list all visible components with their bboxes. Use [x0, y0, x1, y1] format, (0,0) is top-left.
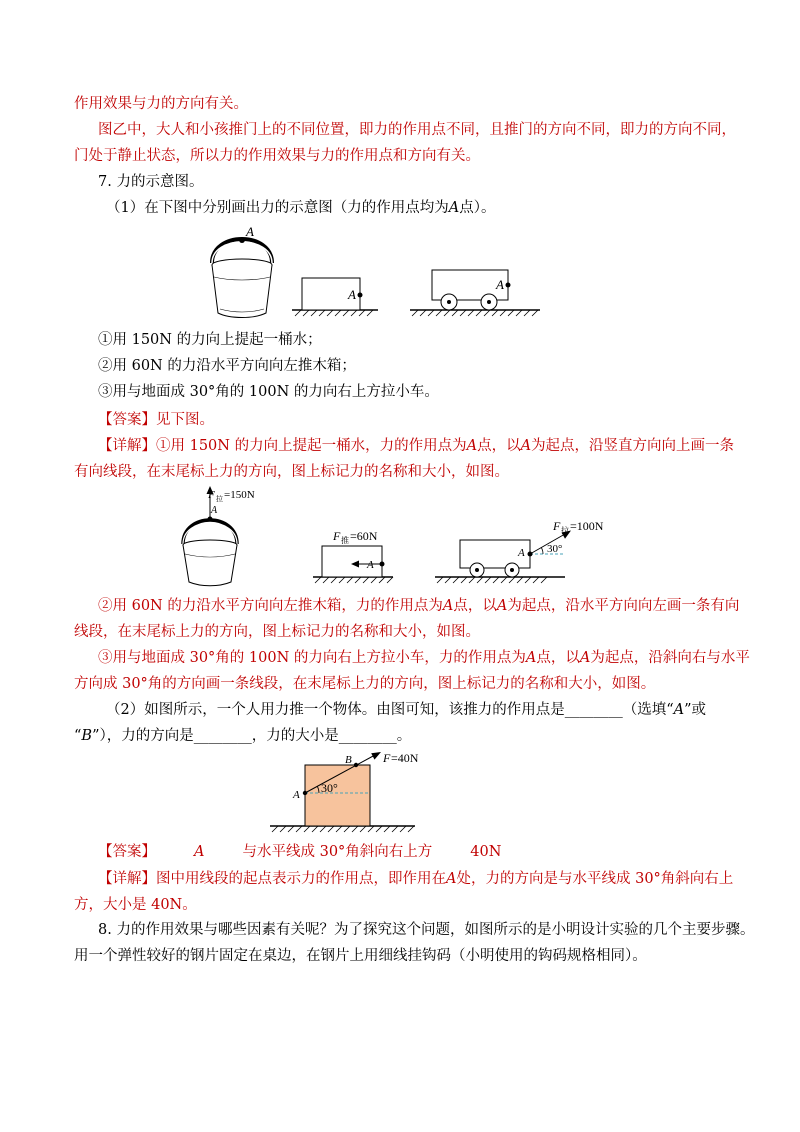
answer-text-line: 门处于静止状态，所以力的作用效果与力的作用点和方向有关。: [74, 148, 480, 164]
svg-text:A: A: [348, 287, 356, 302]
svg-text:A: A: [496, 277, 504, 292]
svg-text:=40N: =40N: [391, 751, 419, 765]
detail-line: 有向线段，在末尾标上力的方向，图上标记力的名称和大小，如图。: [74, 464, 509, 480]
requirement-3: ③用与地面成 30°角的 100N 的力向右上方拉小车。: [98, 384, 439, 400]
svg-text:30°: 30°: [547, 543, 563, 555]
question-7-part-1: （1）在下图中分别画出力的示意图（力的作用点均为A点）。: [106, 200, 496, 216]
detail-line: 方向成 30°角的方向画一条线段，在末尾标上力的方向，图上标记力的名称和大小，如图。: [74, 676, 656, 692]
bucket-force-diagram: [183, 486, 255, 586]
svg-text:A: A: [246, 225, 254, 239]
svg-text:F: F: [553, 519, 561, 533]
svg-text:=150N: =150N: [224, 489, 255, 501]
cart-drawing: [410, 270, 540, 316]
svg-text:A: A: [211, 505, 218, 516]
cart-force-diagram: [435, 519, 604, 583]
answer-line: 【答案】 A 与水平线成 30°角斜向右上方 40N: [98, 844, 502, 860]
svg-text:推: 推: [341, 536, 349, 545]
requirement-2: ②用 60N 的力沿水平方向向左推木箱；: [98, 358, 356, 374]
box-drawing: [292, 278, 378, 316]
detail-line: ③用与地面成 30°角的 100N 的力向右上方拉小车，力的作用点为A点，以A为起点，沿斜向右与水平: [98, 650, 750, 666]
detail-line: ②用 60N 的力沿水平方向向左推木箱，力的作用点为A点，以A为起点，沿水平方向向左画一条有向: [98, 598, 740, 614]
svg-text:B: B: [345, 754, 352, 766]
svg-text:A: A: [293, 789, 300, 801]
requirement-1: ①用 150N 的力向上提起一桶水；: [98, 332, 322, 348]
question-8: 8. 力的作用效果与哪些因素有关呢？为了探究这个问题，如图所示的是小明设计实验的几个主要步骤。: [98, 922, 755, 938]
question-7-part-2: （2）如图所示，一个人用力推一个物体。由图可知，该推力的作用点是________（选填“A”或: [106, 702, 707, 718]
figure-force-diagrams-blank: [200, 225, 580, 325]
figure-push-block: [265, 750, 425, 840]
question-8-cont: 用一个弹性较好的钢片固定在桌边，在钢片上用细线挂钩码（小明使用的钩码规格相同）。: [74, 948, 647, 964]
question-7-title: 7. 力的示意图。: [98, 174, 204, 190]
box-force-diagram: [313, 529, 393, 583]
detail-line: 【详解】①用 150N 的力向上提起一桶水，力的作用点为A点，以A为起点，沿竖直方向向上画一条: [98, 438, 735, 454]
figure-force-diagrams-answer: [175, 482, 625, 590]
svg-text:=60N: =60N: [350, 529, 378, 543]
svg-text:F: F: [383, 751, 391, 765]
bucket-drawing: [212, 225, 272, 318]
answer-label: 【答案】见下图。: [98, 412, 214, 428]
detail-line: 方，大小是 40N。: [74, 897, 197, 913]
question-7-part-2-cont: “B”），力的方向是________，力的大小是________。: [74, 728, 412, 744]
svg-text:=100N: =100N: [570, 519, 604, 533]
svg-text:拉: 拉: [561, 526, 569, 535]
svg-text:拉: 拉: [216, 495, 223, 503]
answer-text-line: 图乙中，大人和小孩推门上的不同位置，即力的作用点不同，且推门的方向不同，即力的方向不同，: [98, 122, 736, 138]
detail-line: 线段，在末尾标上力的方向，图上标记力的名称和大小，如图。: [74, 624, 480, 640]
svg-text:A: A: [518, 547, 525, 559]
svg-text:F: F: [333, 529, 341, 543]
svg-text:F: F: [208, 489, 215, 501]
answer-text-line: 作用效果与力的方向有关。: [74, 96, 248, 112]
svg-text:A: A: [367, 559, 374, 571]
svg-text:30°: 30°: [321, 781, 338, 795]
detail-line: 【详解】图中用线段的起点表示力的作用点，即作用在A处，力的方向是与水平线成 30°角斜向右上: [98, 871, 734, 887]
